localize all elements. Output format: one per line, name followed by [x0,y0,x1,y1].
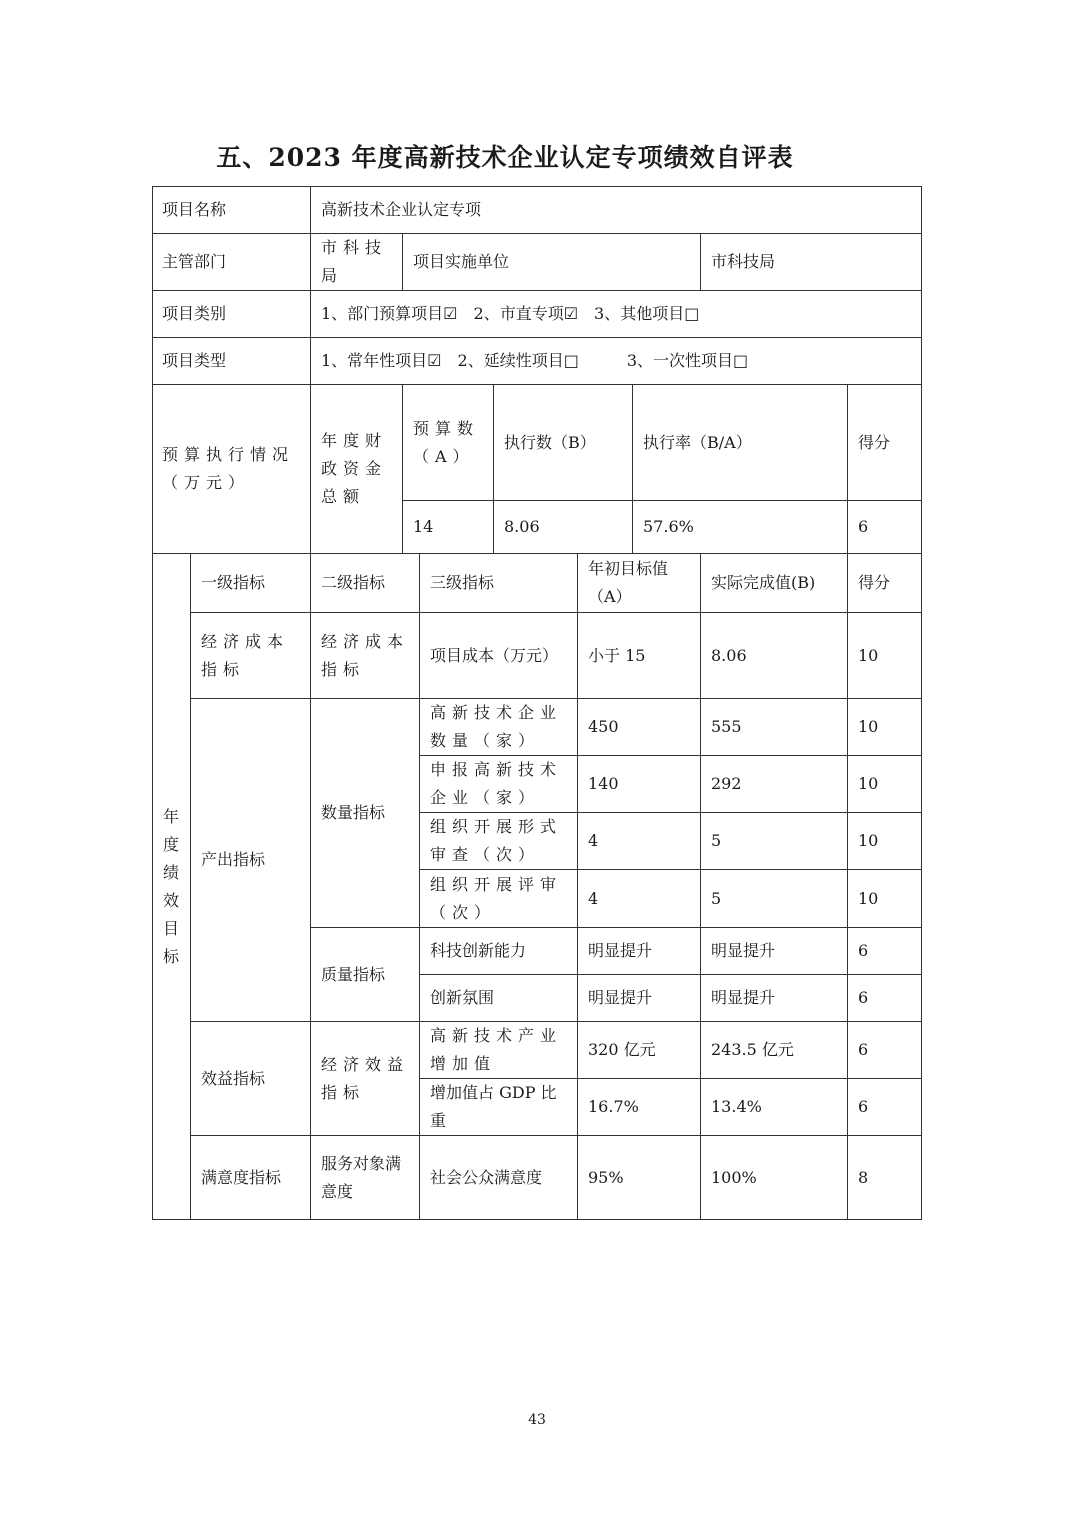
impl-unit-label: 项目实施单位 [403,234,701,291]
row-actual: 5 [701,813,848,870]
row-target: 4 [578,813,701,870]
row-name: 科技创新能力 [420,928,578,975]
dept-label: 主管部门 [152,234,311,291]
header-level2: 二级指标 [311,554,420,613]
budget-col-score: 得分 [848,385,922,501]
row-name: 组织开展形式审查（次） [420,813,578,870]
row-target: 16.7% [578,1079,701,1136]
budget-total-label: 年度财政资金总额 [311,385,403,554]
budget-val-b: 8.06 [494,501,633,554]
level1-output: 产出指标 [191,699,311,1022]
row-actual: 8.06 [701,613,848,699]
page-number: 43 [528,1412,546,1428]
budget-label: 预算执行情况（万元） [152,385,311,554]
row-name: 高新技术产业增加值 [420,1022,578,1079]
row-score: 10 [848,613,922,699]
row-actual: 243.5 亿元 [701,1022,848,1079]
annual-goal-label: 年度绩效目标 [152,554,191,1220]
row-score: 10 [848,813,922,870]
row-score: 6 [848,1079,922,1136]
row-actual: 明显提升 [701,975,848,1022]
row-name: 社会公众满意度 [420,1136,578,1220]
row-actual: 292 [701,756,848,813]
row-score: 6 [848,975,922,1022]
budget-val-rate: 57.6% [633,501,848,554]
project-name-label: 项目名称 [152,186,311,234]
budget-col-a: 预算数（A） [403,385,494,501]
project-name-value: 高新技术企业认定专项 [311,186,922,234]
budget-val-a: 14 [403,501,494,554]
row-name: 项目成本（万元） [420,613,578,699]
type-label: 项目类型 [152,338,311,385]
level2-economic: 经济效益指标 [311,1022,420,1136]
row-actual: 5 [701,870,848,928]
row-score: 8 [848,1136,922,1220]
row-target: 320 亿元 [578,1022,701,1079]
row-score: 10 [848,699,922,756]
row-name: 组织开展评审（次） [420,870,578,928]
row-target: 明显提升 [578,928,701,975]
budget-col-rate: 执行率（B/A） [633,385,848,501]
row-score: 6 [848,1022,922,1079]
category-label: 项目类别 [152,291,311,338]
level2-cost: 经济成本指标 [311,613,420,699]
row-name: 增加值占 GDP 比重 [420,1079,578,1136]
row-score: 10 [848,870,922,928]
row-target: 140 [578,756,701,813]
header-score: 得分 [848,554,922,613]
row-target: 95% [578,1136,701,1220]
category-value: 1、部门预算项目☑ 2、市直专项☑ 3、其他项目□ [311,291,922,338]
header-target: 年初目标值（A） [578,554,701,613]
impl-unit-value: 市科技局 [701,234,922,291]
row-score: 6 [848,928,922,975]
type-value: 1、常年性项目☑ 2、延续性项目□ 3、一次性项目□ [311,338,922,385]
header-level1: 一级指标 [191,554,311,613]
row-actual: 100% [701,1136,848,1220]
row-target: 明显提升 [578,975,701,1022]
header-actual: 实际完成值(B) [701,554,848,613]
row-target: 450 [578,699,701,756]
row-name: 高新技术企业数量（家） [420,699,578,756]
level2-quality: 质量指标 [311,928,420,1022]
level1-satisfaction: 满意度指标 [191,1136,311,1220]
row-name: 创新氛围 [420,975,578,1022]
row-actual: 明显提升 [701,928,848,975]
budget-col-b: 执行数（B） [494,385,633,501]
level2-service: 服务对象满意度 [311,1136,420,1220]
row-actual: 555 [701,699,848,756]
budget-val-score: 6 [848,501,922,554]
row-target: 4 [578,870,701,928]
dept-value: 市科技局 [311,234,403,291]
row-actual: 13.4% [701,1079,848,1136]
row-name: 申报高新技术企业（家） [420,756,578,813]
header-level3: 三级指标 [420,554,578,613]
performance-table [152,186,922,1220]
row-target: 小于 15 [578,613,701,699]
level2-quantity: 数量指标 [311,699,420,928]
level1-cost: 经济成本指标 [191,613,311,699]
page-title: 五、2023 年度高新技术企业认定专项绩效自评表 [216,143,794,172]
level1-benefit: 效益指标 [191,1022,311,1136]
row-score: 10 [848,756,922,813]
